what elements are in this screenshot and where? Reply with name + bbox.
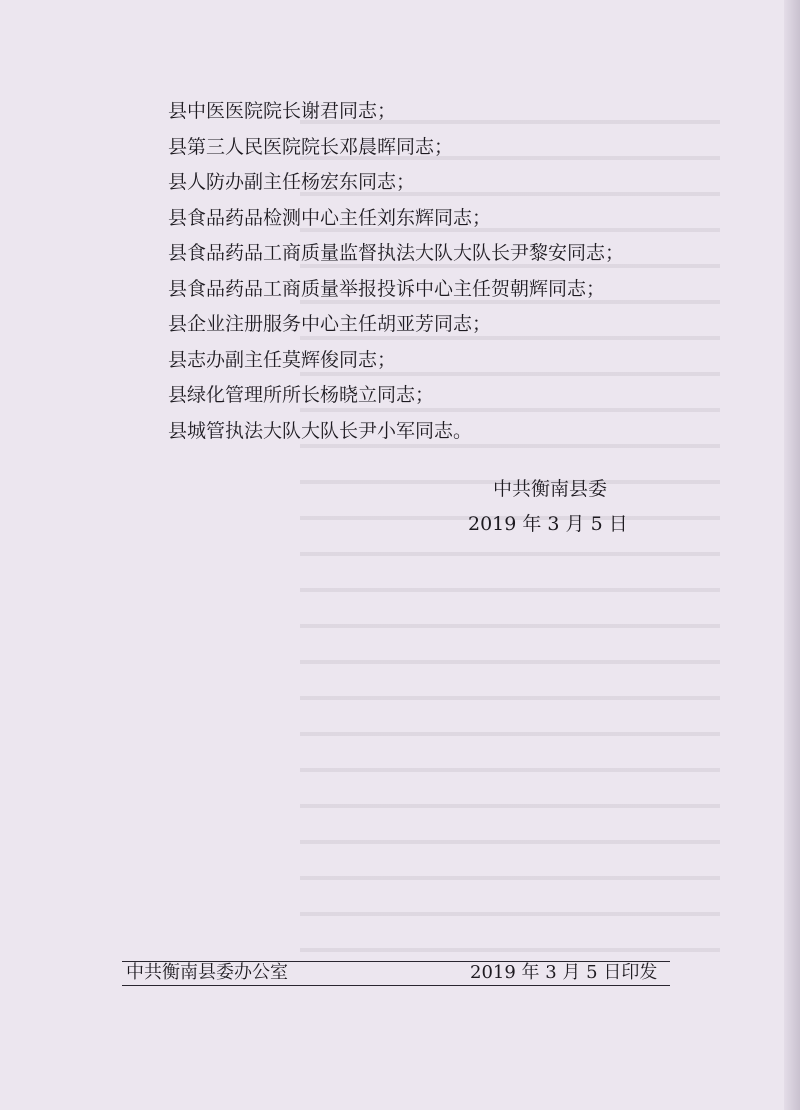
footer-issue-date: 2019 年 3 月 5 日印发 <box>470 962 658 983</box>
list-item: 县志办副主任莫辉俊同志； <box>168 348 397 371</box>
appointment-list <box>168 94 624 449</box>
signature-date: 2019 年 3 月 5 日 <box>468 513 628 535</box>
list-item: 县食品药品检测中心主任刘东辉同志； <box>168 206 492 229</box>
list-item: 县中医医院院长谢君同志； <box>168 100 397 122</box>
issuer-signature: 中共衡南县委 <box>493 478 608 500</box>
list-item: 县绿化管理所所长杨晓立同志； <box>168 384 435 406</box>
footer-office: 中共衡南县委办公室 <box>126 962 288 983</box>
list-item: 县食品药品工商质量监督执法大队大队长尹黎安同志； <box>168 242 625 264</box>
list-item: 县企业注册服务中心主任胡亚芳同志； <box>168 313 492 335</box>
footer-bottom-rule <box>122 985 670 986</box>
list-item: 县食品药品工商质量举报投诉中心主任贺朝辉同志； <box>168 277 606 300</box>
list-item: 县城管执法大队大队长尹小军同志。 <box>168 419 473 442</box>
page-edge-shadow <box>784 0 800 1110</box>
list-item: 县人防办副主任杨宏东同志； <box>168 171 416 193</box>
list-item: 县第三人民医院院长邓晨晖同志； <box>168 135 454 158</box>
